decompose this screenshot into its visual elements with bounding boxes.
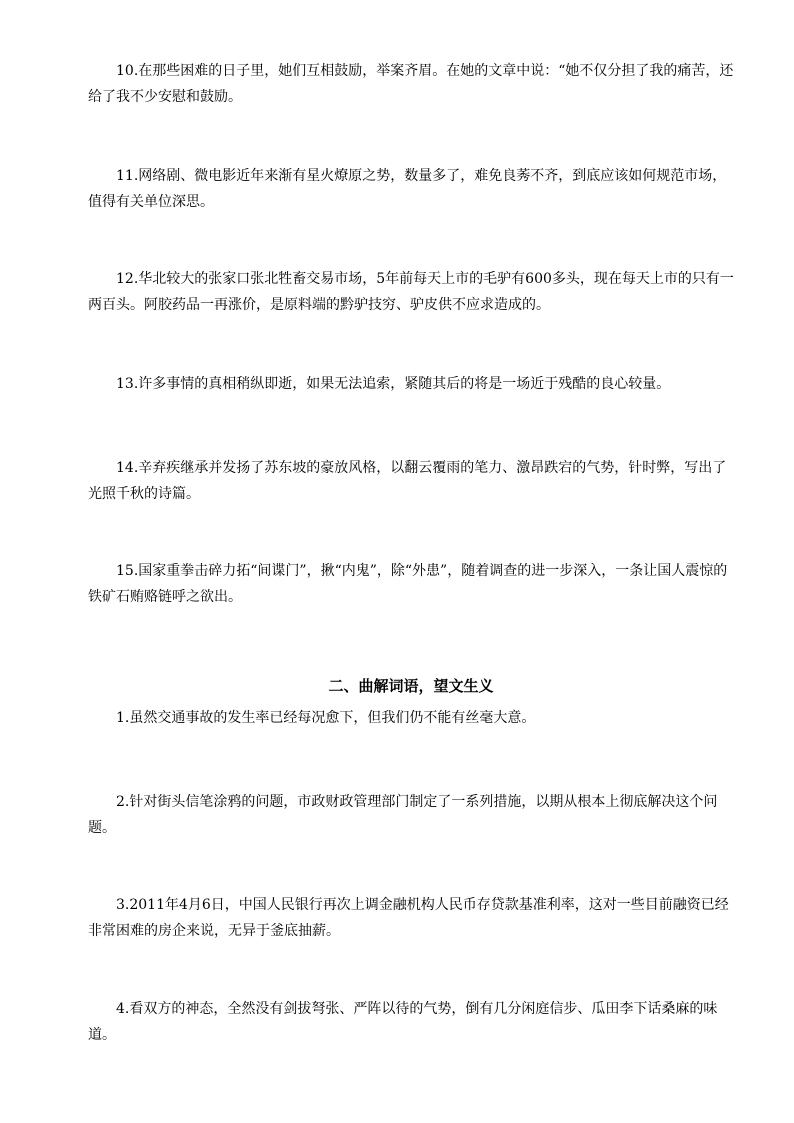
sentence-12: 12.华北较大的张家口张北牲畜交易市场，5年前每天上市的毛驴有600多头，现在每天上市的只有一两百头。阿胶药品一再涨价，是原料端的黔驴技穷、驴皮供不应求造成的。 bbox=[88, 271, 734, 313]
sentence-4: 4.看双方的神态，全然没有剑拔弩张、严阵以待的气势，倒有几分闲庭信步、瓜田李下话桑麻的味道。 bbox=[88, 1001, 718, 1043]
sentence-14: 14.辛弃疾继承并发扬了苏东坡的豪放风格，以翻云覆雨的笔力、激昂跌宕的气势，针时弊，写出了光照千秋的诗篇。 bbox=[88, 460, 727, 502]
sentence-13: 13.许多事情的真相稍纵即逝，如果无法追索，紧随其后的将是一场近于残酷的良心较量。 bbox=[116, 376, 671, 392]
section-heading: 二、曲解词语，望文生义 bbox=[328, 677, 494, 695]
sentence-11: 11.网络剧、微电影近年来渐有星火燎原之势，数量多了，难免良莠不齐，到底应该如何规范市场，值得有关单位深思。 bbox=[88, 168, 727, 210]
sentence-10: 10.在那些困难的日子里，她们互相鼓励，举案齐眉。在她的文章中说：“她不仅分担了我的痛苦，还给了我不少安慰和鼓励。 bbox=[88, 63, 734, 105]
sentence-3: 3.2011年4月6日，中国人民银行再次上调金融机构人民币存贷款基准利率，这对一些目前融资已经非常困难的房企来说，无异于釜底抽薪。 bbox=[88, 897, 729, 939]
sentence-1: 1.虽然交通事故的发生率已经每况愈下，但我们仍不能有丝毫大意。 bbox=[116, 710, 536, 726]
sentence-15: 15.国家重拳击碎力拓“间谍门”，揪“内鬼”，除“外患”，随着调查的进一步深入，一条让国人震惊的铁矿石贿赂链呼之欲出。 bbox=[88, 563, 728, 605]
sentence-2: 2.针对街头信笔涂鸦的问题，市政财政管理部门制定了一系列措施，以期从根本上彻底解决这个问题。 bbox=[88, 794, 718, 836]
